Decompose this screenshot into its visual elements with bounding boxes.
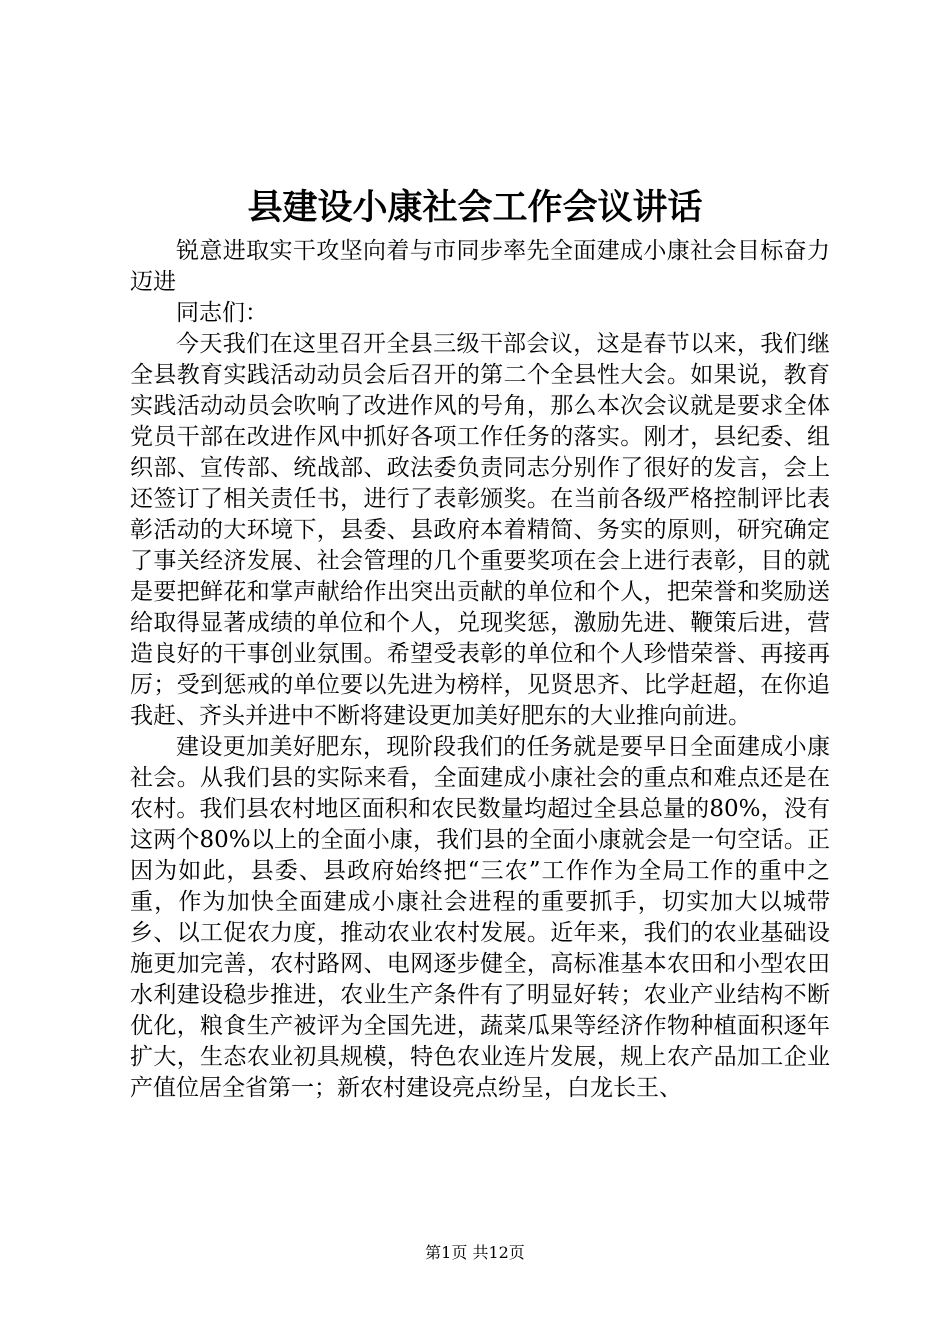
body-paragraph: 建设更加美好肥东，现阶段我们的任务就是要早日全面建成小康社会。从我们县的实际来看，全面建成小康社会的重点和难点还是在农村。我们县农村地区面积和农民数量均超过全县总量的80%，没有这两个80%以上的全面小康，我们县的全面小康就会是一句空话。正因为如此，县委、县政府始终把“三农”工作作为全局工作的重中之重，作为加快全面建成小康社会进程的重要抓手，切实加大以城带乡、以工促农力度，推动农业农村发展。近年来，我们的农业基础设施更加完善，农村路网、电网逐步健全，高标准基本农田和小型农田水利建设稳步推进，农业生产条件有了明显好转；农业产业结构不断优化，粮食生产被评为全国先进，蔬菜瓜果等经济作物种植面积逐年扩大，生态农业初具规模，特色农业连片发展，规上农产品加工企业产值位居全省第一；新农村建设亮点纷呈，白龙长王、 — [130, 734, 830, 1101]
salutation-paragraph: 同志们： — [176, 300, 268, 326]
page-number-footer: 第1页 共12页 — [425, 1243, 525, 1262]
subtitle-paragraph: 锐意进取实干攻坚向着与市同步率先全面建成小康社会目标奋力迈进 — [130, 238, 830, 295]
document-title: 县建设小康社会工作会议讲话 — [247, 187, 703, 228]
document-body — [130, 236, 830, 1104]
body-paragraph: 今天我们在这里召开全县三级干部会议，这是春节以来，我们继全县教育实践活动动员会后召开的第二个全县性大会。如果说，教育实践活动动员会吹响了改进作风的号角，那么本次会议就是要求全体党员干部在改进作风中抓好各项工作任务的落实。刚才，县纪委、组织部、宣传部、统战部、政法委负责同志分别作了很好的发言，会上还签订了相关责任书，进行了表彰颁奖。在当前各级严格控制评比表彰活动的大环境下，县委、县政府本着精简、务实的原则，研究确定了事关经济发展、社会管理的几个重要奖项在会上进行表彰，目的就是要把鲜花和掌声献给作出突出贡献的单位和个人，把荣誉和奖励送给取得显著成绩的单位和个人，兑现奖惩，激励先进、鞭策后进，营造良好的干事创业氛围。希望受表彰的单位和个人珍惜荣誉、再接再厉；受到惩戒的单位要以先进为榜样，见贤思齐、比学赶超，在你追我赶、齐头并进中不断将建设更加美好肥东的大业推向前进。 — [130, 331, 830, 729]
